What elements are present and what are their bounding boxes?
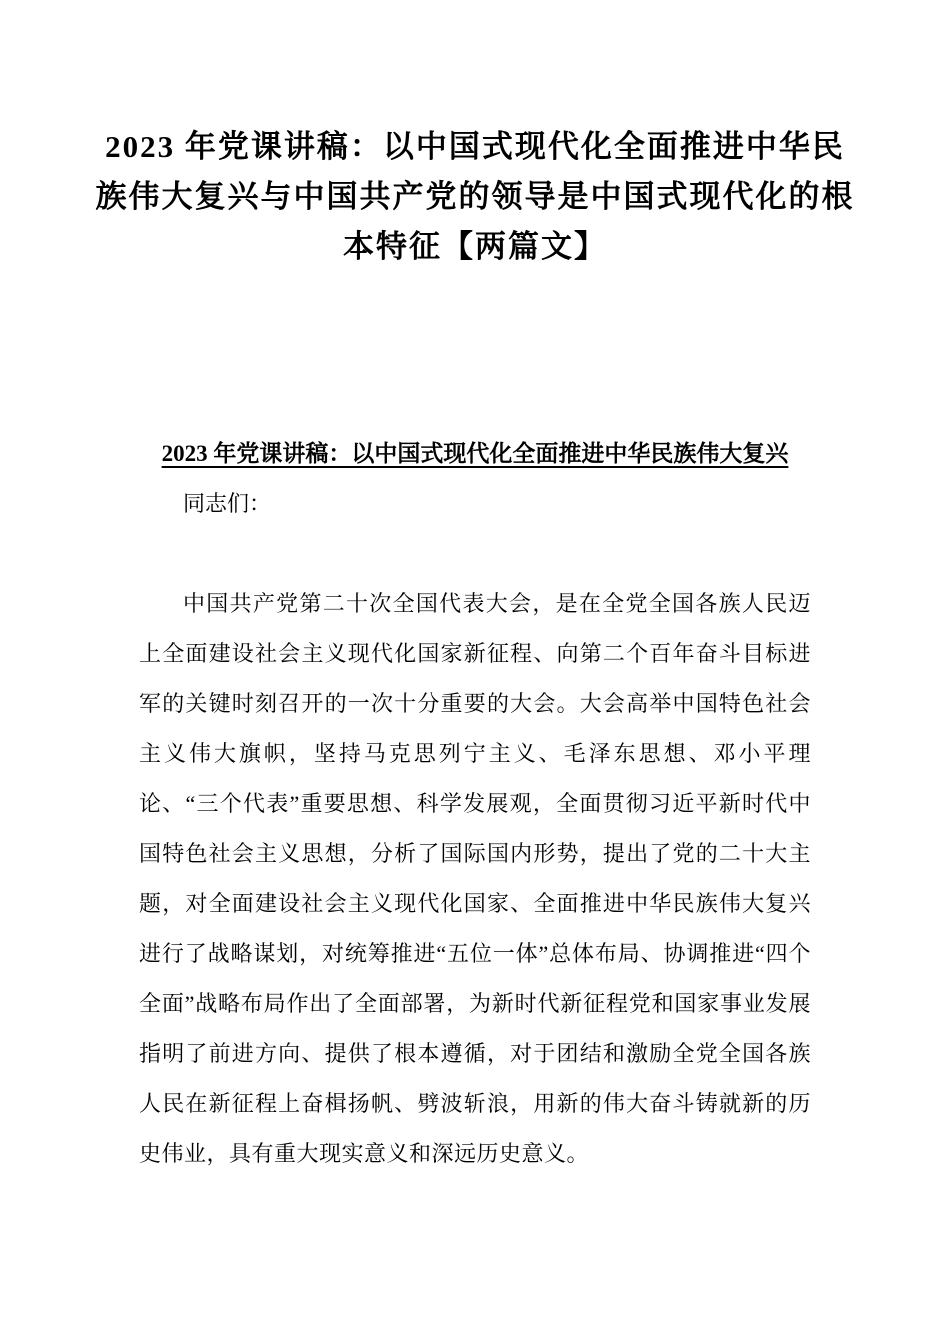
salutation: 同志们： bbox=[183, 491, 272, 516]
document-title-line-1: 2023 年党课讲稿：以中国式现代化全面推进中华民 bbox=[105, 129, 845, 164]
document-title-line-3: 本特征【两篇文】 bbox=[343, 229, 607, 264]
document-title bbox=[0, 0, 950, 272]
section-heading bbox=[0, 429, 950, 479]
body-paragraph: 中国共产党第二十次全国代表大会，是在全党全国各族人民迈上全面建设社会主义现代化国家新征程、向第二个百年奋斗目标进军的关键时刻召开的一次十分重要的大会。大会高举中国特色社会主义伟大旗帜，坚持马克思列宁主义、毛泽东思想、邓小平理论、“三个代表”重要思想、科学发展观，全面贯彻习近平新时代中国特色社会主义思想，分析了国际国内形势，提出了党的二十大主题，对全面建设社会主义现代化国家、全面推进中华民族伟大复兴进行了战略谋划，对统筹推进“五位一体”总体布局、协调推进“四个全面”战略布局作出了全面部署，为新时代新征程党和国家事业发展指明了前进方向、提供了根本遵循，对于团结和激励全党全国各族人民在新征程上奋楫扬帆、劈波斩浪，用新的伟大奋斗铸就新的历史伟业，具有重大现实意义和深远历史意义。 bbox=[139, 591, 811, 1166]
document-title-line-2: 族伟大复兴与中国共产党的领导是中国式现代化的根 bbox=[95, 179, 855, 214]
section-heading-text: 2023 年党课讲稿：以中国式现代化全面推进中华民族伟大复兴 bbox=[161, 441, 789, 466]
